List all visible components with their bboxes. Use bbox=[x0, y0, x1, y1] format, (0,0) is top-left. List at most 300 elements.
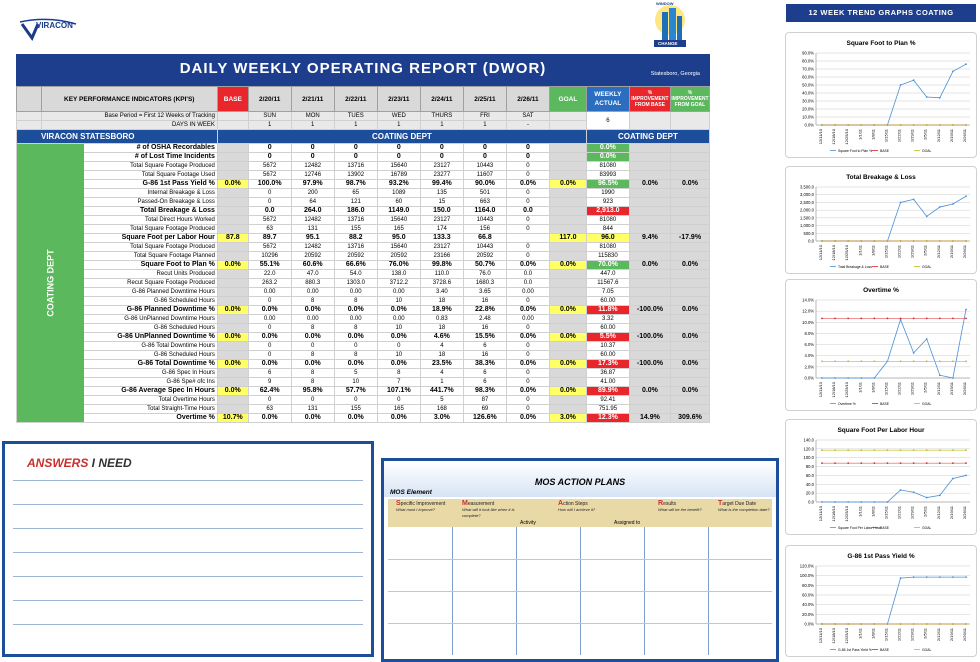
kpi-day-value: 1089 bbox=[377, 189, 420, 198]
legend-entry: G-86 1st Pass Yield % bbox=[838, 648, 872, 652]
chart-point bbox=[952, 462, 954, 464]
kpi-table-wrap bbox=[16, 86, 710, 423]
chart-point bbox=[900, 577, 902, 579]
chart-title: Square Foot to Plan % bbox=[846, 40, 916, 47]
chart-x-tick: 1/1/11 bbox=[857, 245, 863, 256]
kpi-imp-goal-value: 309.6% bbox=[670, 414, 709, 423]
kpi-day-value: 10 bbox=[377, 324, 420, 333]
chart-point bbox=[821, 377, 823, 379]
answer-line bbox=[13, 576, 363, 577]
chart-point bbox=[952, 124, 954, 126]
chart-y-tick: 40.0% bbox=[802, 90, 814, 96]
chart-x-tick: 12/18/10 bbox=[831, 628, 837, 644]
kpi-base-value: 10.7% bbox=[217, 414, 248, 423]
kpi-imp-goal-value bbox=[670, 144, 709, 153]
kpi-day-value: 23277 bbox=[420, 171, 463, 180]
chart-x-tick: 1/8/11 bbox=[870, 382, 876, 393]
base-header: BASE bbox=[217, 87, 248, 112]
chart-y-tick: 2,500.0 bbox=[800, 199, 814, 205]
chart-y-tick: 40.0 bbox=[805, 481, 814, 487]
kpi-goal-value bbox=[549, 288, 586, 297]
kpi-day-value: 0 bbox=[420, 153, 463, 162]
chart-point bbox=[939, 97, 941, 99]
kpi-goal-value bbox=[549, 144, 586, 153]
chart-point bbox=[965, 623, 967, 625]
kpi-day-value: 0.0% bbox=[248, 414, 291, 423]
day-flag-4: 1 bbox=[420, 121, 463, 130]
kpi-row bbox=[17, 153, 710, 162]
chart-point bbox=[939, 206, 941, 208]
kpi-row-label: G-86 Total Downtime % bbox=[41, 360, 217, 369]
kpi-base-value bbox=[217, 315, 248, 324]
chart-point bbox=[847, 449, 849, 451]
chart-y-tick: 0.0% bbox=[804, 122, 814, 128]
kpi-imp-base-value: -100.0% bbox=[629, 360, 670, 369]
chart-point bbox=[926, 215, 928, 217]
chart-y-tick: 0.0 bbox=[808, 499, 814, 505]
kpi-day-value: 0.00 bbox=[334, 315, 377, 324]
kpi-day-value: 3712.2 bbox=[377, 279, 420, 288]
kpi-imp-base-value: 0.0% bbox=[629, 180, 670, 189]
chart-series-line bbox=[822, 309, 966, 378]
kpi-row-label: G-86 Planned Downtime % bbox=[41, 306, 217, 315]
kpi-day-value: 0.00 bbox=[377, 315, 420, 324]
kpi-day-value: 135 bbox=[420, 189, 463, 198]
chart-y-tick: 20.0% bbox=[802, 611, 814, 617]
kpi-day-value: 0 bbox=[506, 342, 549, 351]
viracon-logo bbox=[18, 16, 78, 42]
chart-x-tick: 1/22/11 bbox=[896, 506, 902, 520]
chart-point bbox=[847, 317, 849, 319]
kpi-row bbox=[17, 360, 710, 369]
kpi-goal-value: 0.0% bbox=[549, 306, 586, 315]
kpi-imp-base-value bbox=[629, 198, 670, 207]
kpi-imp-goal-value bbox=[670, 288, 709, 297]
chart-x-tick: 1/8/11 bbox=[870, 245, 876, 256]
kpi-imp-goal-value bbox=[670, 342, 709, 351]
chart-point bbox=[900, 317, 902, 319]
kpi-day-value: 88.2 bbox=[334, 234, 377, 243]
kpi-base-value bbox=[217, 162, 248, 171]
chart-y-tick: 6.0% bbox=[804, 342, 814, 348]
kpi-day-value: 0.0% bbox=[506, 180, 549, 189]
kpi-day-value: 0.00 bbox=[334, 288, 377, 297]
kpi-day-value: 3.65 bbox=[463, 288, 506, 297]
chart-point bbox=[913, 360, 915, 362]
kpi-base-value: 87.8 bbox=[217, 234, 248, 243]
chart-point bbox=[834, 623, 836, 625]
kpi-base-value bbox=[217, 171, 248, 180]
chart-y-tick: 20.0% bbox=[802, 106, 814, 112]
kpi-weekly-value: 115830 bbox=[586, 252, 629, 261]
kpi-row bbox=[17, 315, 710, 324]
chart-x-tick: 1/22/11 bbox=[896, 628, 902, 642]
diw-base-spacer bbox=[217, 121, 248, 130]
chart-x-tick: 2/5/11 bbox=[922, 506, 928, 517]
kpi-imp-base-value bbox=[629, 288, 670, 297]
kpi-day-value: 15640 bbox=[377, 216, 420, 225]
kpi-base-value bbox=[217, 198, 248, 207]
kpi-imp-goal-value bbox=[670, 351, 709, 360]
kpi-day-value: 5672 bbox=[248, 243, 291, 252]
kpi-imp-goal-value bbox=[670, 162, 709, 171]
answers-panel[interactable] bbox=[2, 441, 374, 657]
chart-y-tick: 120.0% bbox=[799, 563, 814, 569]
chart-x-tick: 2/12/11 bbox=[935, 129, 941, 143]
kpi-imp-base-value bbox=[629, 324, 670, 333]
kpi-row bbox=[17, 252, 710, 261]
kpi-imp-base-value bbox=[629, 153, 670, 162]
kpi-goal-value bbox=[549, 189, 586, 198]
legend-entry: BASE bbox=[880, 402, 890, 406]
side-dept-label: COATING DEPT bbox=[17, 144, 84, 422]
kpi-weekly-value: 81080 bbox=[586, 243, 629, 252]
chart-point bbox=[834, 124, 836, 126]
kpi-day-value: 97.9% bbox=[291, 180, 334, 189]
kpi-day-value: 11607 bbox=[463, 171, 506, 180]
trend-chart-svg bbox=[786, 280, 976, 410]
chart-point bbox=[913, 198, 915, 200]
kpi-day-value: 76.0 bbox=[463, 270, 506, 279]
kpi-day-value: 10 bbox=[377, 351, 420, 360]
kpi-imp-goal-value bbox=[670, 171, 709, 180]
date-header-2: 2/22/11 bbox=[334, 87, 377, 112]
kpi-imp-base-value bbox=[629, 225, 670, 234]
diw-spacer bbox=[17, 121, 42, 130]
kpi-goal-value bbox=[549, 252, 586, 261]
kpi-goal-value bbox=[549, 225, 586, 234]
chart-x-tick: 1/15/11 bbox=[883, 245, 889, 259]
kpi-day-value: 0.0% bbox=[506, 333, 549, 342]
section-mid-label: COATING DEPT bbox=[217, 130, 586, 144]
kpi-day-value: 12482 bbox=[291, 243, 334, 252]
mos-action-plans[interactable] bbox=[381, 458, 779, 662]
chart-x-tick: 12/18/10 bbox=[831, 382, 837, 398]
kpi-day-value: 8 bbox=[291, 378, 334, 387]
kpi-row bbox=[17, 225, 710, 234]
chart-point bbox=[965, 240, 967, 242]
kpi-day-value: 0.00 bbox=[291, 315, 334, 324]
chart-x-tick: 2/19/11 bbox=[948, 506, 954, 520]
kpi-day-value: 165 bbox=[377, 225, 420, 234]
chart-series-line bbox=[822, 577, 966, 624]
chart-y-tick: 12.0% bbox=[802, 308, 814, 314]
kpi-imp-goal-value: 0.0% bbox=[670, 360, 709, 369]
kpi-base-value bbox=[217, 279, 248, 288]
kpi-day-value: 0.0 bbox=[248, 207, 291, 216]
days-spacer bbox=[17, 112, 42, 121]
day-2: TUES bbox=[334, 112, 377, 121]
kpi-day-value: 13716 bbox=[334, 216, 377, 225]
chart-x-tick: 12/18/10 bbox=[831, 245, 837, 261]
mos-col-measurement: Measurement What will it look like when it is complete? bbox=[462, 500, 515, 518]
kpi-day-value: 15 bbox=[420, 198, 463, 207]
report-header bbox=[16, 54, 710, 86]
kpi-goal-value bbox=[549, 279, 586, 288]
kpi-day-value: 155 bbox=[334, 405, 377, 414]
kpi-base-value bbox=[217, 252, 248, 261]
kpi-day-value: 4 bbox=[420, 342, 463, 351]
kpi-row bbox=[17, 387, 710, 396]
kpi-day-value: 186.0 bbox=[334, 207, 377, 216]
legend-entry: Square Foot to Plan % bbox=[838, 149, 873, 153]
days-goal-spacer bbox=[549, 112, 586, 121]
chart-point bbox=[900, 489, 902, 491]
kpi-imp-goal-value bbox=[670, 207, 709, 216]
goal-header: GOAL bbox=[549, 87, 586, 112]
chart-point bbox=[900, 449, 902, 451]
chart-point bbox=[913, 317, 915, 319]
kpi-day-value: 5672 bbox=[248, 162, 291, 171]
chart-x-tick: 12/25/10 bbox=[844, 628, 850, 644]
chart-title: Total Breakage & Loss bbox=[846, 174, 916, 181]
kpi-imp-base-value bbox=[629, 216, 670, 225]
chart-point bbox=[952, 449, 954, 451]
kpi-row bbox=[17, 333, 710, 342]
kpi-day-value: 10 bbox=[334, 378, 377, 387]
kpi-weekly-value: 96.0 bbox=[586, 234, 629, 243]
kpi-day-value: 264.0 bbox=[291, 207, 334, 216]
kpi-weekly-value: 0.0% bbox=[586, 153, 629, 162]
day-flag-5: 1 bbox=[463, 121, 506, 130]
chart-x-tick: 2/26/11 bbox=[962, 245, 967, 259]
chart-point bbox=[939, 374, 941, 376]
kpi-day-value: 18 bbox=[420, 351, 463, 360]
legend-entry: GOAL bbox=[922, 265, 932, 269]
kpi-day-value: 99.8% bbox=[420, 261, 463, 270]
kpi-day-value: 200 bbox=[291, 189, 334, 198]
kpi-goal-value bbox=[549, 216, 586, 225]
chart-x-tick: 1/29/11 bbox=[909, 245, 915, 259]
kpi-imp-goal-value bbox=[670, 252, 709, 261]
chart-point bbox=[965, 309, 967, 311]
kpi-day-value: 0 bbox=[334, 342, 377, 351]
chart-point bbox=[860, 377, 862, 379]
kpi-row-label: Total Square Footage Produced bbox=[41, 225, 217, 234]
chart-point bbox=[926, 462, 928, 464]
kpi-row-label: Total Direct Hours Worked bbox=[41, 216, 217, 225]
answers-title-rest: I NEED bbox=[88, 456, 132, 470]
kpi-day-value: 12746 bbox=[291, 171, 334, 180]
answer-line bbox=[13, 600, 363, 601]
kpi-imp-base-value bbox=[629, 342, 670, 351]
days-total: 6 bbox=[586, 112, 629, 130]
kpi-imp-goal-value bbox=[670, 198, 709, 207]
report-location: Statesboro, Georgia bbox=[650, 71, 700, 77]
kpi-day-value: 20592 bbox=[334, 252, 377, 261]
chart-series-line bbox=[822, 64, 966, 125]
mos-col-action: Action Steps How will I achieve it? bbox=[558, 500, 596, 512]
kpi-row bbox=[17, 324, 710, 333]
kpi-day-value: 99.4% bbox=[420, 180, 463, 189]
chart-point bbox=[952, 71, 954, 73]
kpi-day-value: 62.4% bbox=[248, 387, 291, 396]
kpi-base-value: 0.0% bbox=[217, 387, 248, 396]
kpi-day-value: 16 bbox=[463, 324, 506, 333]
kpi-row-label: Square Foot per Labor Hour bbox=[41, 234, 217, 243]
chart-point bbox=[939, 623, 941, 625]
kpi-weekly-value: 81080 bbox=[586, 216, 629, 225]
chart-point bbox=[860, 124, 862, 126]
chart-y-tick: 14.0% bbox=[802, 297, 814, 303]
kpi-day-value: 16 bbox=[463, 351, 506, 360]
chart-point bbox=[900, 240, 902, 242]
kpi-day-value: 2.48 bbox=[463, 315, 506, 324]
mos-assigned-label: Assigned to bbox=[614, 520, 641, 526]
date-header-5: 2/25/11 bbox=[463, 87, 506, 112]
kpi-weekly-value: 3.32 bbox=[586, 315, 629, 324]
kpi-day-value: 501 bbox=[463, 189, 506, 198]
kpi-row-label: Internal Breakage & Loss bbox=[41, 189, 217, 198]
kpi-day-value: 0 bbox=[506, 324, 549, 333]
kpi-row-label: Square Foot to Plan % bbox=[41, 261, 217, 270]
kpi-day-value: 8 bbox=[291, 351, 334, 360]
kpi-day-value: 0.0% bbox=[334, 360, 377, 369]
kpi-weekly-value: 5.5% bbox=[586, 333, 629, 342]
kpi-day-value: 0.0% bbox=[377, 360, 420, 369]
chart-point bbox=[965, 124, 967, 126]
kpi-base-value bbox=[217, 324, 248, 333]
date-header-1: 2/21/11 bbox=[291, 87, 334, 112]
kpi-imp-base-value bbox=[629, 243, 670, 252]
chart-point bbox=[965, 63, 967, 65]
kpi-base-value: 0.0% bbox=[217, 360, 248, 369]
kpi-day-value: 1164.0 bbox=[463, 207, 506, 216]
kpi-weekly-value: 2,913.0 bbox=[586, 207, 629, 216]
kpi-day-value: 0 bbox=[506, 144, 549, 153]
kpi-weekly-value: 17.3% bbox=[586, 360, 629, 369]
chart-point bbox=[821, 462, 823, 464]
day-1: MON bbox=[291, 112, 334, 121]
chart-point bbox=[965, 475, 967, 477]
kpi-weekly-value: 96.5% bbox=[586, 180, 629, 189]
legend-entry: Overtime % bbox=[838, 402, 856, 406]
kpi-day-value: 0 bbox=[248, 342, 291, 351]
kpi-imp-goal-value bbox=[670, 225, 709, 234]
kpi-imp-base-value: -100.0% bbox=[629, 333, 670, 342]
answer-line bbox=[13, 552, 363, 553]
day-flag-1: 1 bbox=[291, 121, 334, 130]
chart-point bbox=[952, 623, 954, 625]
chart-y-tick: 50.0% bbox=[802, 82, 814, 88]
kpi-imp-goal-value bbox=[670, 369, 709, 378]
chart-y-tick: 90.0% bbox=[802, 50, 814, 56]
section-header-row bbox=[17, 130, 710, 144]
kpi-imp-base-value bbox=[629, 144, 670, 153]
chart-point bbox=[847, 124, 849, 126]
chart-x-tick: 1/8/11 bbox=[870, 628, 876, 639]
kpi-day-value: 5 bbox=[420, 396, 463, 405]
kpi-day-value: 3.40 bbox=[420, 288, 463, 297]
kpi-day-value: 0.00 bbox=[506, 288, 549, 297]
chart-point bbox=[834, 449, 836, 451]
kpi-day-value: 12482 bbox=[291, 162, 334, 171]
chart-x-tick: 1/1/11 bbox=[857, 506, 863, 517]
kpi-imp-goal-value bbox=[670, 315, 709, 324]
kpi-day-value: 0.00 bbox=[506, 315, 549, 324]
kpi-weekly-value: 11.8% bbox=[586, 306, 629, 315]
diw-goal-spacer bbox=[549, 121, 586, 130]
kpi-goal-value bbox=[549, 315, 586, 324]
kpi-day-value: 0 bbox=[506, 225, 549, 234]
kpi-row-label: Total Straight-Time Hours bbox=[41, 405, 217, 414]
date-header-4: 2/24/11 bbox=[420, 87, 463, 112]
mos-element-label: MOS Element bbox=[390, 489, 432, 496]
kpi-row bbox=[17, 306, 710, 315]
kpi-base-value bbox=[217, 144, 248, 153]
trend-chart-3 bbox=[785, 419, 977, 535]
kpi-day-value: 66.8 bbox=[463, 234, 506, 243]
chart-x-tick: 2/5/11 bbox=[922, 245, 928, 256]
kpi-row-label: G-86 UnPlanned Downtime % bbox=[41, 333, 217, 342]
kpi-imp-goal-value bbox=[670, 405, 709, 414]
kpi-row-label: G-86 Planned Downtime Hours bbox=[41, 288, 217, 297]
mos-grid[interactable] bbox=[388, 527, 772, 655]
kpi-day-value: 0.0% bbox=[506, 414, 549, 423]
kpi-day-value: 155 bbox=[334, 225, 377, 234]
kpi-base-value bbox=[217, 189, 248, 198]
kpi-goal-value bbox=[549, 324, 586, 333]
mos-grid-hline bbox=[388, 623, 772, 624]
legend-entry: Square Foot Per Labor Hour bbox=[838, 526, 881, 530]
kpi-day-value: 0.0% bbox=[506, 387, 549, 396]
kpi-day-value: 0 bbox=[506, 378, 549, 387]
legend-entry: GOAL bbox=[922, 149, 932, 153]
kpi-day-value: 156 bbox=[463, 225, 506, 234]
kpi-day-value: 0 bbox=[377, 396, 420, 405]
kpi-header-spacer bbox=[17, 87, 42, 112]
kpi-row-label: G-86 UnPlanned Downtime Hours bbox=[41, 315, 217, 324]
chart-point bbox=[965, 195, 967, 197]
kpi-day-value: 0.0% bbox=[506, 261, 549, 270]
kpi-day-value: 0.0% bbox=[334, 306, 377, 315]
kpi-day-value: 0.00 bbox=[377, 288, 420, 297]
kpi-day-value: 880.3 bbox=[291, 279, 334, 288]
kpi-day-value: 263.2 bbox=[248, 279, 291, 288]
trend-chart-4 bbox=[785, 545, 977, 657]
kpi-imp-goal-value: 0.0% bbox=[670, 180, 709, 189]
kpi-day-value: 69 bbox=[463, 405, 506, 414]
chart-x-tick: 1/22/11 bbox=[896, 129, 902, 143]
chart-point bbox=[860, 240, 862, 242]
kpi-goal-value bbox=[549, 162, 586, 171]
chart-point bbox=[926, 576, 928, 578]
kpi-row-label: G-86 Scheduled Hours bbox=[41, 351, 217, 360]
answers-title bbox=[27, 456, 132, 470]
kpi-day-value: 0 bbox=[506, 396, 549, 405]
day-5: FRI bbox=[463, 112, 506, 121]
mos-grid-hline bbox=[388, 559, 772, 560]
kpi-row bbox=[17, 234, 710, 243]
kpi-day-value: 98.3% bbox=[463, 387, 506, 396]
kpi-row bbox=[17, 405, 710, 414]
chart-x-tick: 2/5/11 bbox=[922, 382, 928, 393]
improvement-goal-header: % IMPROVEMENT FROM GOAL bbox=[670, 87, 709, 112]
kpi-weekly-value: 83993 bbox=[586, 171, 629, 180]
chart-point bbox=[860, 449, 862, 451]
kpi-day-value: 8 bbox=[334, 324, 377, 333]
kpi-day-value: 0.0 bbox=[506, 207, 549, 216]
day-3: WED bbox=[377, 112, 420, 121]
kpi-day-value: 0 bbox=[506, 198, 549, 207]
kpi-day-value: 63 bbox=[248, 225, 291, 234]
kpi-weekly-value: 923 bbox=[586, 198, 629, 207]
kpi-imp-goal-value bbox=[670, 378, 709, 387]
legend-entry: GOAL bbox=[922, 526, 932, 530]
weekly-actual-header: WEEKLY ACTUAL bbox=[586, 87, 629, 112]
chart-point bbox=[900, 462, 902, 464]
chart-y-tick: 4.0% bbox=[804, 353, 814, 359]
